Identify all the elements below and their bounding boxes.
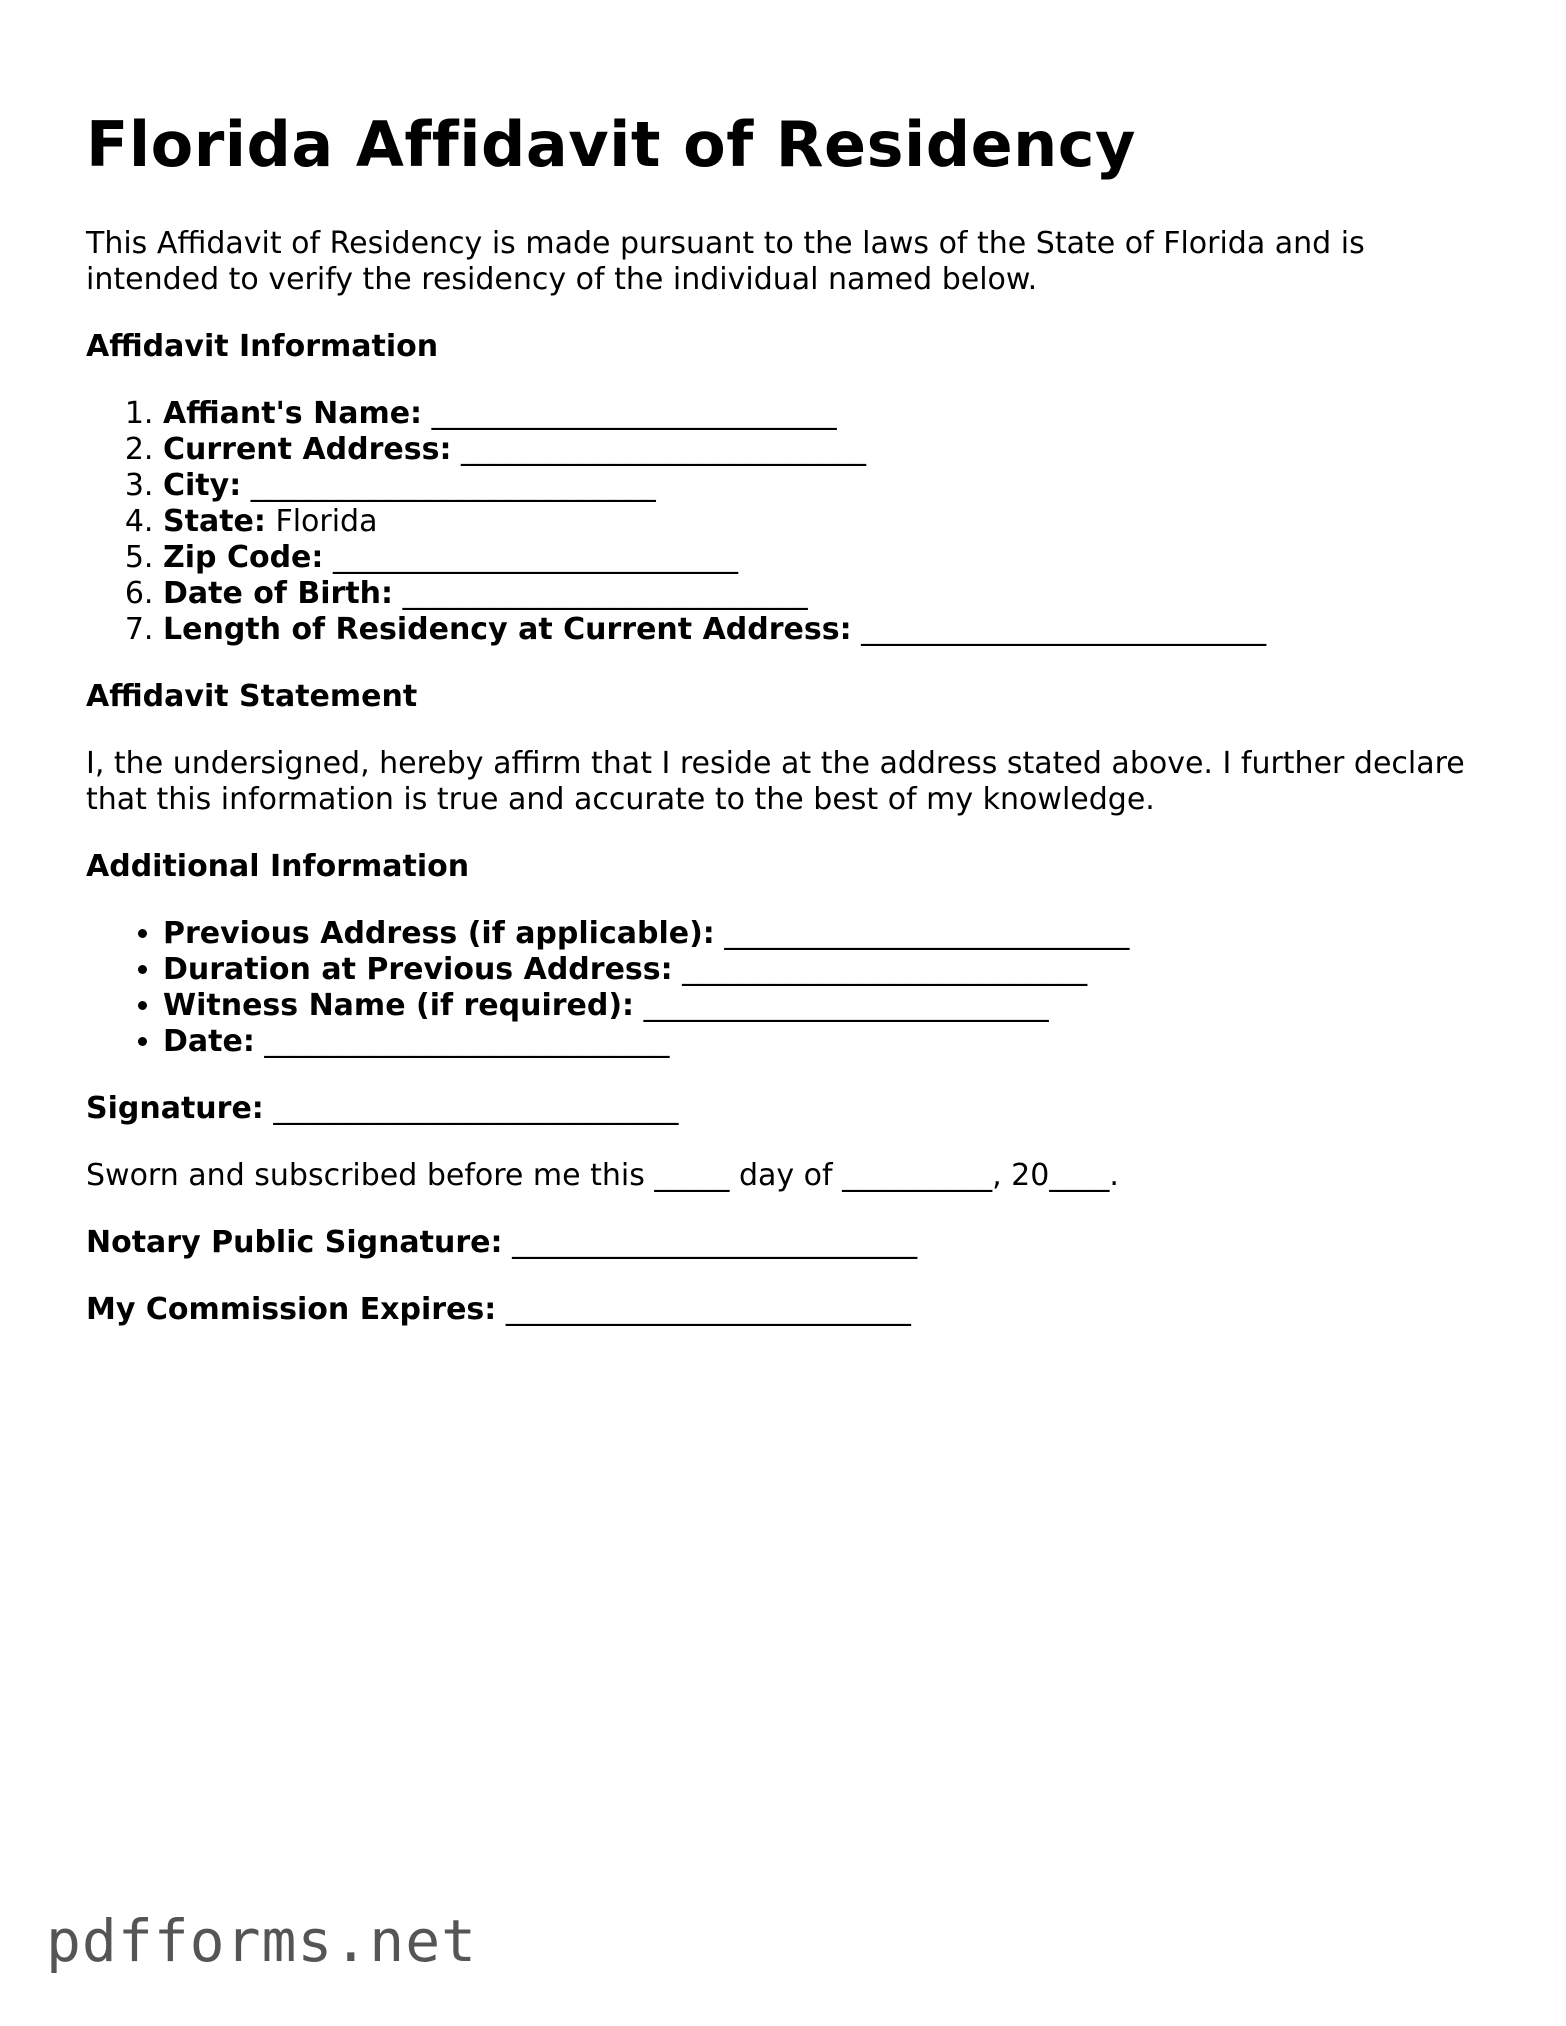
date-of-birth-field[interactable]: ___________________________	[402, 576, 808, 611]
previous-duration-field[interactable]: ___________________________	[682, 952, 1088, 987]
list-item	[163, 916, 1486, 952]
date-field[interactable]: ___________________________	[264, 1024, 670, 1059]
affidavit-information-heading: Affidavit Information	[86, 329, 439, 364]
date-label: Date:	[163, 1024, 255, 1059]
watermark-logo: pdfforms.net	[46, 1907, 478, 1975]
state-label: State:	[163, 504, 266, 539]
notary-signature-label: Notary Public Signature:	[86, 1225, 503, 1260]
signature-label: Signature:	[86, 1091, 264, 1126]
list-item	[163, 576, 1486, 612]
city-field[interactable]: ___________________________	[250, 468, 656, 503]
witness-name-field[interactable]: ___________________________	[643, 988, 1049, 1023]
previous-duration-label: Duration at Previous Address:	[163, 952, 673, 987]
affidavit-information-list	[86, 396, 1486, 648]
additional-information-heading: Additional Information	[86, 849, 470, 884]
zip-code-label: Zip Code:	[163, 540, 324, 575]
commission-expires-line	[86, 1292, 1486, 1328]
affidavit-statement-text: I, the undersigned, hereby affirm that I reside at the address stated above. I further declare that this information is true and accurate to the best of my knowledge.	[86, 746, 1465, 817]
affidavit-document	[86, 104, 1486, 1328]
previous-address-label: Previous Address (if applicable):	[163, 916, 715, 951]
affidavit-statement-heading: Affidavit Statement	[86, 679, 418, 714]
list-item	[163, 952, 1486, 988]
residency-length-label: Length of Residency at Current Address:	[163, 612, 852, 647]
list-item	[163, 432, 1486, 468]
city-label: City:	[163, 468, 242, 503]
notary-signature-field[interactable]: ___________________________	[512, 1225, 918, 1260]
document-title: Florida Affidavit of Residency	[86, 108, 1136, 181]
current-address-label: Current Address:	[163, 432, 452, 467]
date-of-birth-label: Date of Birth:	[163, 576, 394, 611]
affiant-name-field[interactable]: ___________________________	[431, 396, 837, 431]
signature-field[interactable]: ___________________________	[273, 1091, 679, 1126]
additional-information-list	[86, 916, 1486, 1060]
list-item	[163, 612, 1486, 648]
list-item	[163, 468, 1486, 504]
signature-line	[86, 1091, 1486, 1127]
intro-paragraph: This Affidavit of Residency is made pursuant to the laws of the State of Florida and is intended to verify the residency of the individual named below.	[86, 226, 1365, 297]
list-item	[163, 1024, 1486, 1060]
commission-expires-field[interactable]: ___________________________	[505, 1292, 911, 1327]
zip-code-field[interactable]: ___________________________	[332, 540, 738, 575]
residency-length-field[interactable]: ___________________________	[861, 612, 1267, 647]
list-item	[163, 988, 1486, 1024]
list-item	[163, 540, 1486, 576]
previous-address-field[interactable]: ___________________________	[724, 916, 1130, 951]
sworn-statement: Sworn and subscribed before me this _____ day of __________, 20____.	[86, 1158, 1119, 1193]
list-item	[163, 504, 1486, 540]
commission-expires-label: My Commission Expires:	[86, 1292, 497, 1327]
state-value: Florida	[275, 504, 378, 539]
list-item	[163, 396, 1486, 432]
affiant-name-label: Affiant's Name:	[163, 396, 423, 431]
notary-signature-line	[86, 1225, 1486, 1261]
witness-name-label: Witness Name (if required):	[163, 988, 635, 1023]
current-address-field[interactable]: ___________________________	[461, 432, 867, 467]
